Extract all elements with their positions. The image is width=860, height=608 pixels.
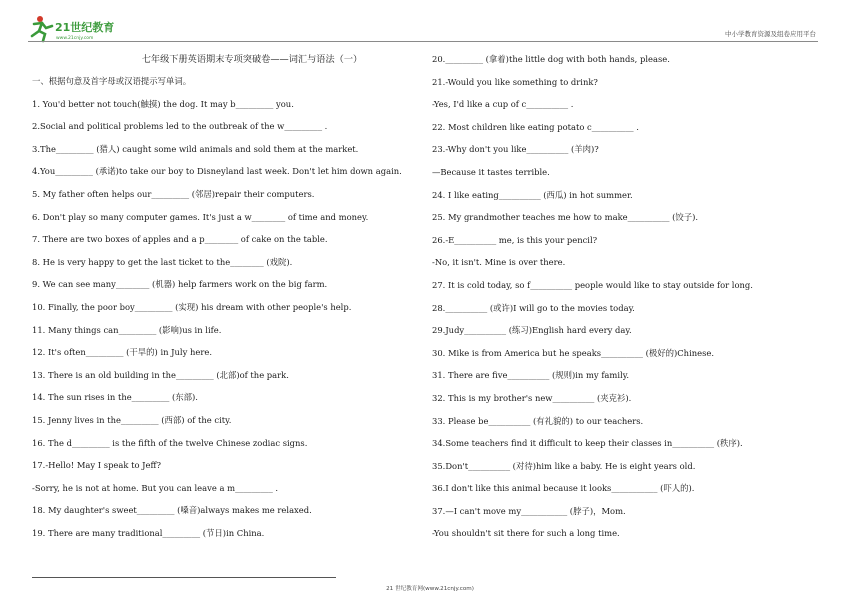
question-line: -Sorry, he is not at home. But you can leave a m_________ . — [32, 482, 279, 493]
footer-divider — [32, 577, 336, 578]
question-line: 18. My daughter's sweet_________ (嗓音)always makes me relaxed. — [32, 505, 312, 516]
question-line: 9. We can see many________ (机器) help farmers work on the big farm. — [32, 279, 328, 290]
question-line: 6. Don't play so many computer games. It's just a w________ of time and money. — [32, 211, 369, 222]
question-line: 14. The sun rises in the_________ (东部). — [32, 392, 198, 403]
question-line: 34.Some teachers find it difficult to keep their classes in__________ (秩序). — [432, 438, 743, 449]
question-line: 8. He is very happy to get the last ticket to the________ (戏院). — [32, 256, 293, 267]
question-line: 20._________ (拿着)the little dog with both hands, please. — [432, 54, 670, 64]
question-line: 29.Judy__________ (练习)English hard every day. — [432, 325, 632, 336]
question-line: 32. This is my brother's new__________ (夹克衫). — [432, 392, 632, 403]
question-line: 24. I like eating__________ (西瓜) in hot summer. — [432, 189, 633, 200]
platform-name: 中小学教育资源及组卷应用平台 — [725, 30, 816, 38]
question-line: 16. The d_________ is the fifth of the twelve Chinese zodiac signs. — [32, 437, 308, 448]
question-line: 35.Don't__________ (对待)him like a baby. He is eight years old. — [432, 460, 696, 471]
page-title: 七年级下册英语期末专项突破卷——词汇与语法（一） — [141, 54, 363, 65]
question-line: 11. Many things can_________ (影响)us in life. — [32, 324, 222, 335]
logo-url: www.21cnjy.com — [56, 36, 94, 41]
question-line: 12. It's often_________ (干旱的) in July here. — [32, 347, 212, 358]
logo-text: 21世纪教育 — [55, 21, 115, 34]
runner-icon — [32, 16, 52, 41]
question-line: -No, it isn't. Mine is over there. — [432, 257, 566, 268]
header-divider — [28, 41, 818, 42]
question-line: 30. Mike is from America but he speaks__________ (极好的)Chinese. — [432, 347, 715, 358]
question-line: -You shouldn't sit there for such a long time. — [432, 528, 620, 539]
question-line: 36.I don't like this animal because it looks___________ (吓人的). — [432, 483, 695, 494]
left-question-list — [32, 99, 417, 551]
question-line: 37.—I can't move my___________ (脖子)，Mom. — [432, 505, 626, 516]
question-line: 15. Jenny lives in the_________ (西部) of the city. — [32, 414, 232, 425]
question-line: 26.-E__________ me, is this your pencil? — [432, 234, 598, 245]
question-line: 1. You'd better not touch(触摸) the dog. It may b_________ you. — [32, 98, 294, 109]
question-line: 5. My father often helps our_________ (邻居)repair their computers. — [32, 188, 315, 199]
question-line: 2.Social and political problems led to the outbreak of the w_________ . — [32, 121, 328, 132]
right-question-list — [432, 54, 832, 551]
right-column — [432, 54, 832, 551]
question-line: 21.-Would you like something to drink? — [432, 76, 598, 87]
question-line: 22. Most children like eating potato c__________ . — [432, 121, 639, 132]
question-line: 7. There are two boxes of apples and a p________ of cake on the table. — [32, 234, 328, 245]
site-logo — [28, 14, 118, 44]
question-line: 10. Finally, the poor boy_________ (实现) his dream with other people's help. — [32, 301, 352, 312]
left-column — [32, 54, 417, 550]
question-line: —Because it tastes terrible. — [432, 166, 550, 177]
question-line: 31. There are five__________ (规则)in my family. — [432, 370, 629, 381]
footer-source: 21 世纪教育网(www.21cnjy.com) — [386, 586, 474, 592]
section-heading: 一、根据句意及首字母或汉语提示写单词。 — [32, 76, 192, 86]
question-line: 28.__________ (或许)I will go to the movies today. — [432, 302, 635, 313]
question-line: 23.-Why don't you like__________ (羊肉)? — [432, 144, 599, 155]
question-line: 13. There is an old building in the_________ (北部)of the park. — [32, 369, 289, 380]
question-line: 19. There are many traditional_________ (节日)in China. — [32, 527, 265, 538]
question-line: 27. It is cold today, so f__________ people would like to stay outside for long. — [432, 279, 753, 290]
question-line: -Yes, I'd like a cup of c__________ . — [432, 99, 574, 110]
question-line: 25. My grandmother teaches me how to make__________ (饺子). — [432, 212, 699, 223]
question-line: 33. Please be__________ (有礼貌的) to our teachers. — [432, 415, 644, 426]
question-line: 4.You_________ (承诺)to take our boy to Disneyland last week. Don't let him down again. — [32, 166, 402, 177]
question-line: 3.The_________ (猎人) caught some wild animals and sold them at the market. — [32, 143, 359, 154]
question-line: 17.-Hello! May I speak to Jeff? — [32, 460, 161, 471]
